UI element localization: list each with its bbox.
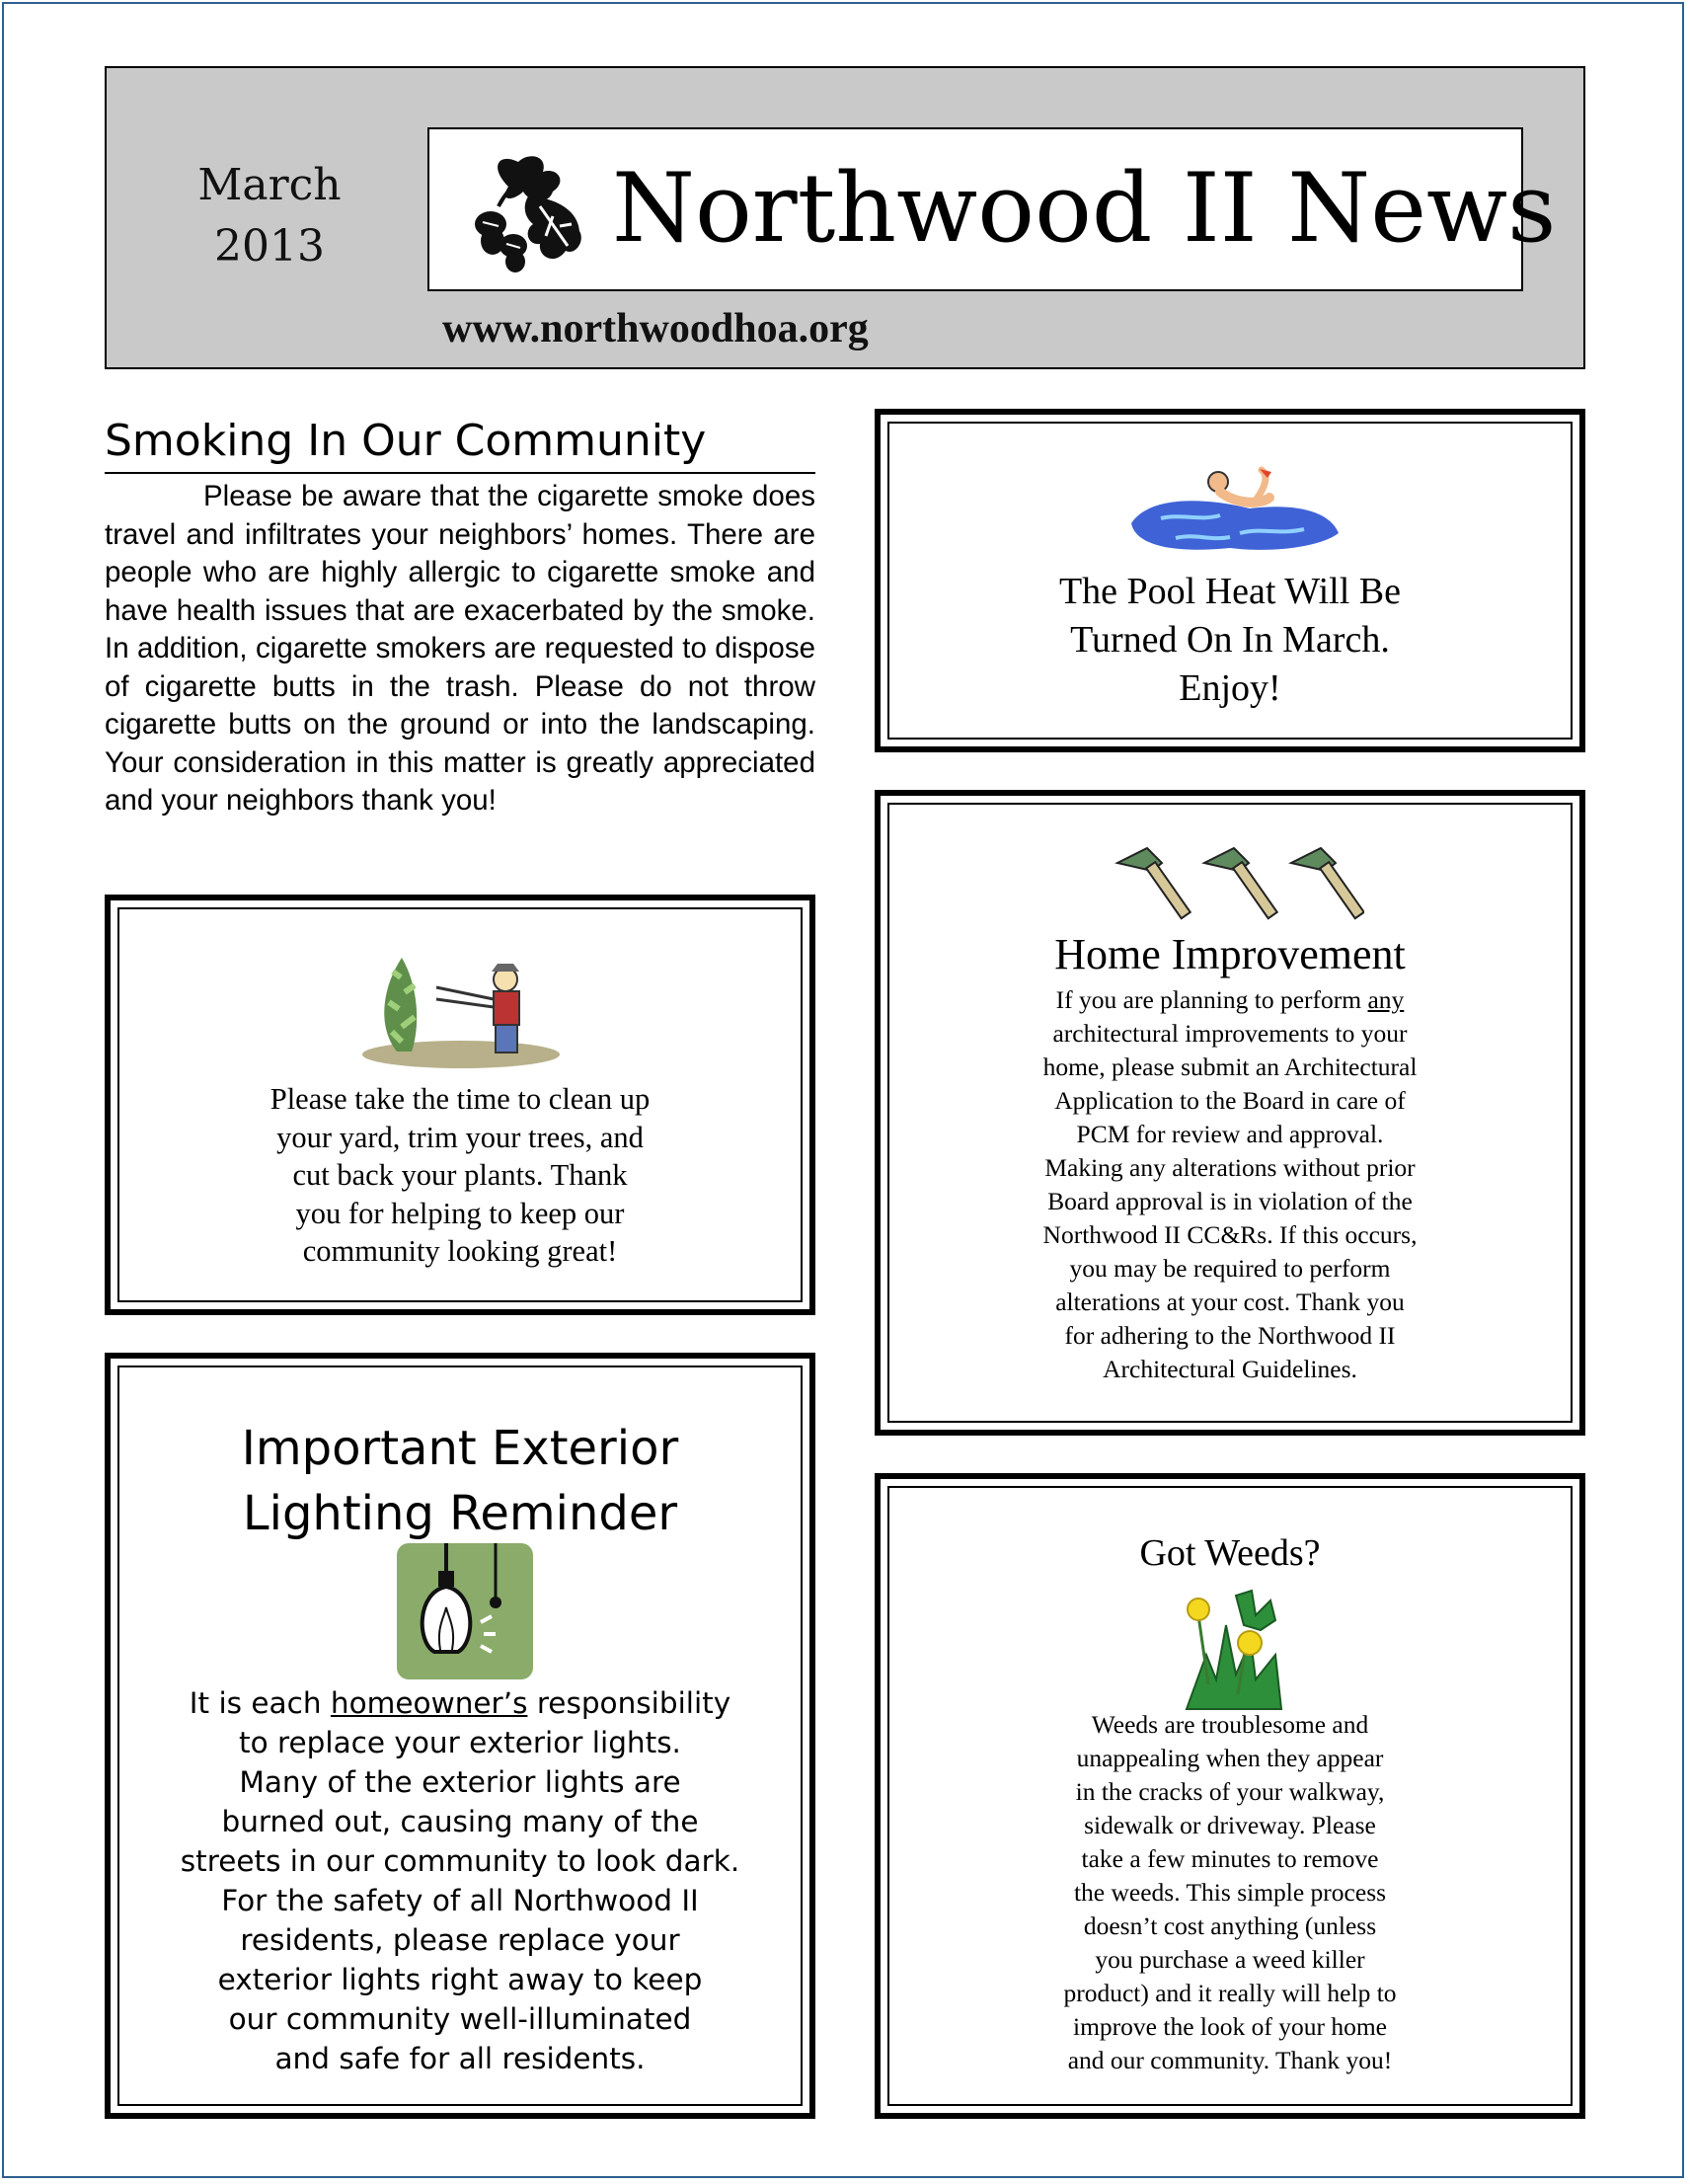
hi-line: you may be required to perform [1069,1254,1391,1283]
smoking-article-title: Smoking In Our Community [105,413,815,474]
issue-month: March [197,160,342,210]
newsletter-title: Northwood II News [612,153,1557,264]
hi-line: architectural improvements to your [1052,1019,1408,1048]
lighting-line1-after: responsibility [527,1686,731,1720]
lighting-title [111,1416,809,1546]
yard-line: cut back your plants. Thank [292,1158,628,1192]
home-improvement-body [881,983,1579,1386]
yard-cleanup-message [111,1080,809,1271]
lighting-reminder-box [105,1353,815,2119]
yard-line: Please take the time to clean up [269,1082,651,1116]
weeds-line: sidewalk or driveway. Please [1084,1811,1376,1839]
lighting-line: exterior lights right away to keep [217,1963,703,1996]
weeds-line: you purchase a weed killer [1095,1945,1365,1974]
hi-line: Application to the Board in care of [1054,1086,1406,1115]
pool-line: Turned On In March. [1070,619,1390,661]
gardener-trimming-hedge-icon [357,948,570,1071]
yard-line: your yard, trim your trees, and [276,1120,644,1154]
home-improvement-title: Home Improvement [1054,930,1406,978]
lighting-line [111,1683,809,1723]
weeds-line: take a few minutes to remove [1081,1844,1379,1873]
hi-line1-underlined: any [1367,985,1405,1014]
pool-line: The Pool Heat Will Be [1058,571,1402,612]
home-improvement-box [875,790,1585,1436]
lighting-line: to replace your exterior lights. [239,1726,681,1759]
weeds-line: Weeds are troublesome and [1091,1710,1369,1739]
weeds-line: unappealing when they appear [1076,1744,1384,1772]
lighting-line: Many of the exterior lights are [239,1765,681,1799]
hi-line: Making any alterations without prior [1044,1153,1416,1182]
weeds-body [881,1708,1579,2077]
pool-line: Enjoy! [1179,667,1281,709]
lighting-line: and safe for all residents. [274,2042,646,2075]
website-link[interactable]: www.northwoodhoa.org [442,306,869,351]
lighting-line: burned out, causing many of the [221,1805,699,1838]
weeds-line: and our community. Thank you! [1067,2046,1393,2074]
hi-line: for adhering to the Northwood II [1064,1321,1396,1350]
hi-line: alterations at your cost. Thank you [1055,1287,1405,1316]
pool-heat-box [875,409,1585,752]
yard-cleanup-box [105,895,815,1315]
lighting-line: For the safety of all Northwood II [221,1884,699,1917]
yard-line: community looking great! [302,1234,618,1268]
hi-line: PCM for review and approval. [1076,1120,1384,1148]
weeds-line: product) and it really will help to [1063,1979,1397,2007]
hi-line [881,983,1579,1017]
lighting-line: streets in our community to look dark. [180,1844,740,1878]
hi-line: Architectural Guidelines. [1103,1355,1357,1383]
weeds-line: in the cracks of your walkway, [1075,1777,1385,1806]
lighting-body [111,1683,809,2078]
yard-line: you for helping to keep our [295,1196,625,1230]
weeds-box [875,1473,1585,2119]
hi-line: home, please submit an Architectural [1042,1053,1418,1081]
masthead [105,66,1585,369]
weeds-line: doesn’t cost anything (unless [1083,1911,1377,1940]
issue-year: 2013 [214,221,325,272]
weeds-line: the weeds. This simple process [1073,1878,1387,1907]
lighting-line: our community well-illuminated [228,2002,692,2036]
lighting-title-line: Important Exterior [241,1421,679,1476]
oak-leaf-acorn-icon [469,147,597,275]
lighting-title-line: Lighting Reminder [242,1486,678,1541]
weeds-line: improve the look of your home [1073,2012,1387,2041]
hi-line: Board approval is in violation of the [1047,1187,1413,1215]
title-box [427,127,1557,291]
smoking-article-body: Please be aware that the cigarette smoke does travel and infiltrates your neighbors’ homes. There are people who are highly allergic to cigarette smoke and have health issues that are exacerbated by the smoke. In addition, cigarette smokers are requested to dispose of cigarette butts in the trash. Please do not throw cigarette butts on the ground or into the landscaping. Your consideration in this matter is greatly appreciated and your neighbors thank you! [105,480,815,817]
light-bulb-icon [397,1543,533,1679]
issue-date [176,155,363,277]
pool-heat-message [881,568,1579,713]
weeds-title: Got Weeds? [1139,1532,1321,1574]
lighting-line1-underlined: homeowner’s [330,1686,528,1720]
lighting-line1-before: It is each [189,1686,331,1720]
dandelion-icon [1177,1586,1291,1712]
lighting-line: residents, please replace your [240,1923,680,1957]
hi-line: Northwood II CC&Rs. If this occurs, [1042,1220,1418,1249]
hi-line1-text: If you are planning to perform [1055,985,1368,1014]
swimmer-icon [1121,464,1346,563]
hammer-icon [1108,843,1364,932]
